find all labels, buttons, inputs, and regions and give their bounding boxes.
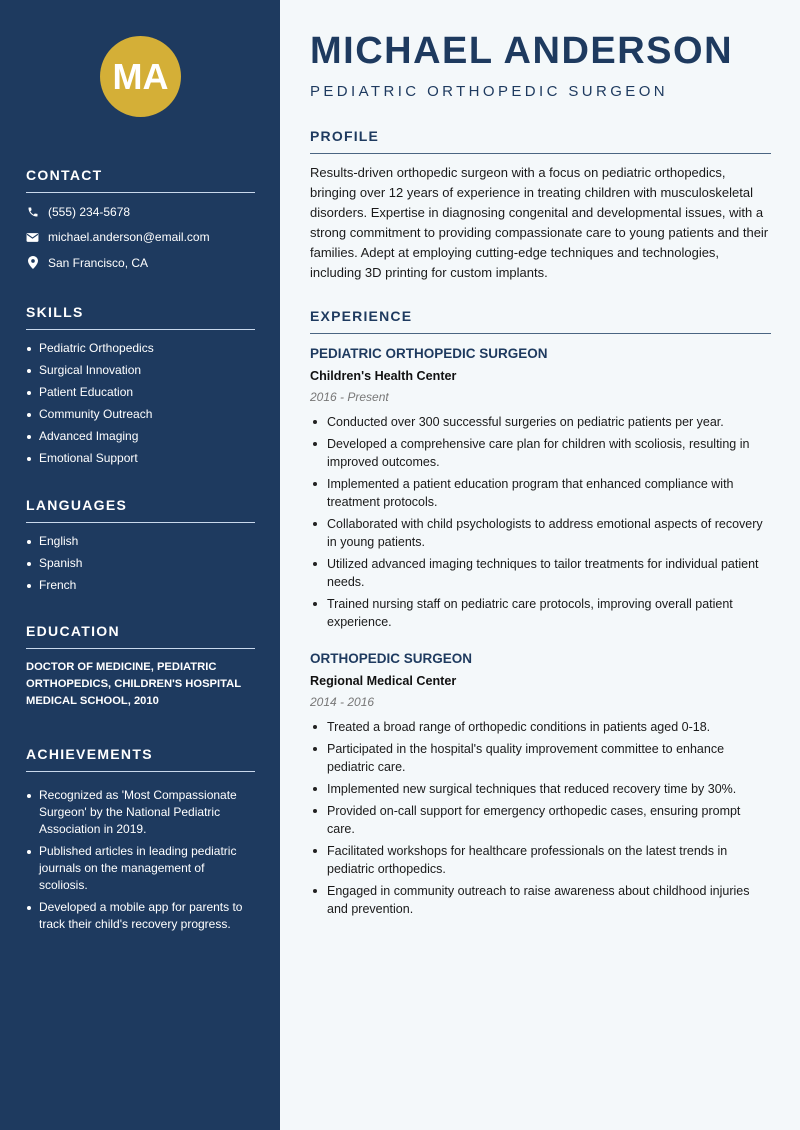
job-bullet: Conducted over 300 successful surgeries on pediatric patients per year. xyxy=(310,413,771,431)
contact-section xyxy=(26,167,255,276)
skill-item: Pediatric Orthopedics xyxy=(26,340,255,357)
contact-email xyxy=(26,225,255,251)
languages-heading: LANGUAGES xyxy=(26,497,255,523)
phone-icon xyxy=(26,205,39,218)
experience-heading: EXPERIENCE xyxy=(310,308,771,334)
language-item: English xyxy=(26,533,255,550)
skills-heading: SKILLS xyxy=(26,304,255,330)
education-section xyxy=(26,623,255,710)
achievements-section xyxy=(26,746,255,938)
language-item: Spanish xyxy=(26,555,255,572)
education-heading: EDUCATION xyxy=(26,623,255,649)
avatar xyxy=(100,36,181,117)
profile-heading: PROFILE xyxy=(310,128,771,154)
contact-phone xyxy=(26,199,255,225)
job-dates: 2016 - Present xyxy=(310,390,389,404)
location-pin-icon xyxy=(26,256,39,269)
email-icon xyxy=(26,231,39,244)
contact-phone-text[interactable]: (555) 234-5678 xyxy=(48,204,131,219)
job-entry xyxy=(310,651,771,922)
skills-list xyxy=(26,340,255,467)
candidate-title: PEDIATRIC ORTHOPEDIC SURGEON xyxy=(310,83,669,100)
language-item: French xyxy=(26,577,255,594)
avatar-initials: MA xyxy=(112,55,169,97)
languages-section xyxy=(26,497,255,599)
job-bullets xyxy=(310,718,771,918)
candidate-name: MICHAEL ANDERSON xyxy=(310,30,734,72)
education-degree: DOCTOR OF MEDICINE, PEDIATRIC ORTHOPEDICS, CHILDREN'S HOSPITAL MEDICAL SCHOOL, 2010 xyxy=(26,661,241,707)
job-bullet: Engaged in community outreach to raise awareness about childhood injuries and prevention. xyxy=(310,882,771,918)
languages-list xyxy=(26,533,255,594)
contact-email-text[interactable]: michael.anderson@email.com xyxy=(48,230,210,245)
job-bullet: Provided on-call support for emergency orthopedic cases, ensuring prompt care. xyxy=(310,802,771,838)
sidebar xyxy=(0,0,280,1130)
job-bullet: Implemented new surgical techniques that reduced recovery time by 30%. xyxy=(310,780,771,798)
job-title: PEDIATRIC ORTHOPEDIC SURGEON xyxy=(310,346,548,361)
skill-item: Community Outreach xyxy=(26,406,255,423)
skill-item: Advanced Imaging xyxy=(26,428,255,445)
contact-heading: CONTACT xyxy=(26,167,255,193)
job-bullet: Collaborated with child psychologists to address emotional aspects of recovery in young patients. xyxy=(310,515,771,551)
job-bullet: Utilized advanced imaging techniques to tailor treatments for individual patient needs. xyxy=(310,555,771,591)
achievement-item: Published articles in leading pediatric journals on the management of scoliosis. xyxy=(26,843,255,894)
skill-item: Patient Education xyxy=(26,384,255,401)
contact-location xyxy=(26,250,255,276)
job-bullet: Treated a broad range of orthopedic conditions in patients aged 0-18. xyxy=(310,718,771,736)
achievements-list xyxy=(26,787,255,933)
job-bullet: Participated in the hospital's quality improvement committee to enhance pediatric care. xyxy=(310,740,771,776)
job-bullets xyxy=(310,413,771,631)
job-company: Children's Health Center xyxy=(310,369,457,383)
skill-item: Emotional Support xyxy=(26,450,255,467)
job-bullet: Implemented a patient education program that enhanced compliance with treatment protocols. xyxy=(310,475,771,511)
skill-item: Surgical Innovation xyxy=(26,362,255,379)
job-entry xyxy=(310,346,771,635)
achievement-item: Recognized as 'Most Compassionate Surgeon' by the National Pediatric Association in 2019. xyxy=(26,787,255,838)
achievement-item: Developed a mobile app for parents to track their child's recovery progress. xyxy=(26,899,255,933)
job-bullet: Developed a comprehensive care plan for children with scoliosis, resulting in improved outcomes. xyxy=(310,435,771,471)
job-bullet: Facilitated workshops for healthcare professionals on the latest trends in pediatric orthopedics. xyxy=(310,842,771,878)
job-dates: 2014 - 2016 xyxy=(310,695,375,709)
profile-text: Results-driven orthopedic surgeon with a focus on pediatric orthopedics, bringing over 12 years of experience in treating children with musculoskeletal disorders. Expertise in diagnosing congenital and developmental issues, with a strong commitment to providing compassionate care to young patients and their families. Adept at employing cutting-edge techniques and technologies, including 3D printing for custom implants. xyxy=(310,165,769,280)
skills-section xyxy=(26,304,255,472)
job-company: Regional Medical Center xyxy=(310,674,457,688)
job-bullet: Trained nursing staff on pediatric care protocols, improving overall patient experience. xyxy=(310,595,771,631)
job-title: ORTHOPEDIC SURGEON xyxy=(310,651,473,666)
contact-location-text: San Francisco, CA xyxy=(48,255,149,270)
achievements-heading: ACHIEVEMENTS xyxy=(26,746,255,772)
